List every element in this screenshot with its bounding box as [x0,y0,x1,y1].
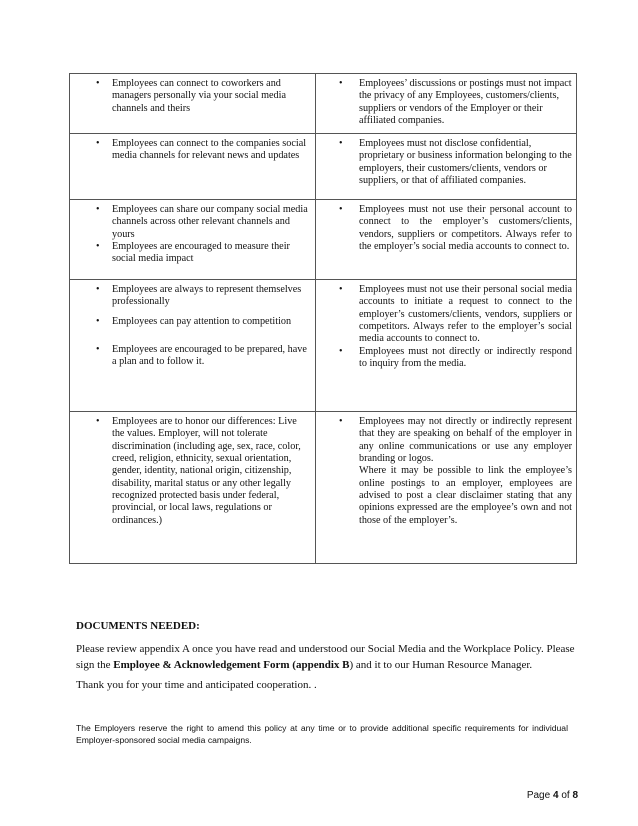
list-item: • Employees can connect to coworkers and managers personally via your social media channels and theirs [96,78,286,114]
bullet-icon: • [96,78,100,89]
bullet-icon: • [339,138,343,150]
bullet-icon: • [96,241,100,253]
bullet-icon: • [339,204,343,216]
policy-table [69,73,577,564]
bullet-icon: • [96,344,100,356]
bullet-icon: • [339,345,343,357]
bullet-icon: • [96,204,100,216]
list-item: • Employees can pay attention to competition [96,315,292,327]
list-item: • Employees can share our company social media channels across other relevant channels and yours [96,204,308,240]
table-row [70,412,577,564]
acknowledgement-form-name: Employee & Acknowledgement Form (appendix B [113,658,350,671]
list-item: • Employees can connect to the companies social media channels for relevant news and updates [96,138,307,162]
table-cell-allowed [70,412,316,564]
list-item: • Employees must not use their personal social media accounts to initiate a request to connect to the employer’s customers/clients, vendors, suppliers or competitors. Always refer to the employer’s social media accounts to connect to. [339,284,572,345]
list-item: • Employees are always to represent themselves professionally [96,284,302,308]
list-item: • Employees must not disclose confidential, proprietary or business information belonging to the employers, their customers/clients, vendors or suppliers, or that of affiliated companies. [339,138,572,187]
bullet-icon: • [96,416,100,428]
table-cell-allowed [70,74,316,134]
documents-section [76,620,576,694]
review-instructions: Please review appendix A once you have read and understood our Social Media and the Workplace Policy. Please sign the Employee & Acknowledgement Form (appendix B) and it to our Human Resource Manager. [76,643,575,671]
table-cell-restricted [316,74,577,134]
table-cell-restricted [316,280,577,412]
table-row [70,200,577,280]
list-item: • Employees’ discussions or postings must not impact the privacy of any Employees, customers/clients, suppliers or vendors of the Employer or their affiliated companies. [339,78,572,126]
table-cell-restricted [316,200,577,280]
list-item: • Employees are encouraged to measure their social media impact [96,241,290,265]
bullet-icon: • [339,284,343,296]
list-item: • Employees are encouraged to be prepared, have a plan and to follow it. [96,344,307,368]
bullet-icon: • [96,138,100,150]
documents-heading: DOCUMENTS NEEDED: [76,620,200,632]
list-item: • Employees may not directly or indirectly represent that they are speaking on behalf of the employer in any online communications or use any employer branding or logos. Where it may be possible to link the employee’s online postings to an employer, employees are advised to post a clear disclaimer stating that any opinions expressed are the employee’s own and not those of the employer’s. [339,416,572,526]
page-number: Page 4 of 8 [526,790,578,801]
table-row [70,74,577,134]
list-item: • Employees must not use their personal account to connect to the employer’s customers/clients, vendors, suppliers or competitors. Always refer to the employer’s social media accounts to connect to. [339,204,572,253]
table-cell-allowed [70,280,316,412]
thank-you-note: Thank you for your time and anticipated cooperation. . [76,679,317,691]
bullet-icon: • [96,315,100,327]
table-cell-restricted [316,412,577,564]
table-cell-allowed [70,200,316,280]
bullet-icon: • [339,78,343,89]
policy-disclaimer: The Employers reserve the right to amend this policy at any time or to provide additional specific requirements for individual Employer-sponsored social media campaigns. [76,723,568,745]
bullet-icon: • [96,284,100,296]
list-item: • Employees must not directly or indirectly respond to inquiry from the media. [339,345,572,369]
table-row [70,280,577,412]
bullet-icon: • [339,416,343,428]
list-item: • Employees are to honor our differences: Live the values. Employer, will not tolerate discrimination (including age, sex, race, color, creed, religion, ethnicity, sexual orientation, gender, identity, national origin, citizenship, disability, marital status or any other legally recognized protected basis under federal, provincial, or local laws, regulations or ordinances.) [96,416,301,526]
table-cell-allowed [70,134,316,200]
table-row [70,134,577,200]
table-cell-restricted [316,134,577,200]
